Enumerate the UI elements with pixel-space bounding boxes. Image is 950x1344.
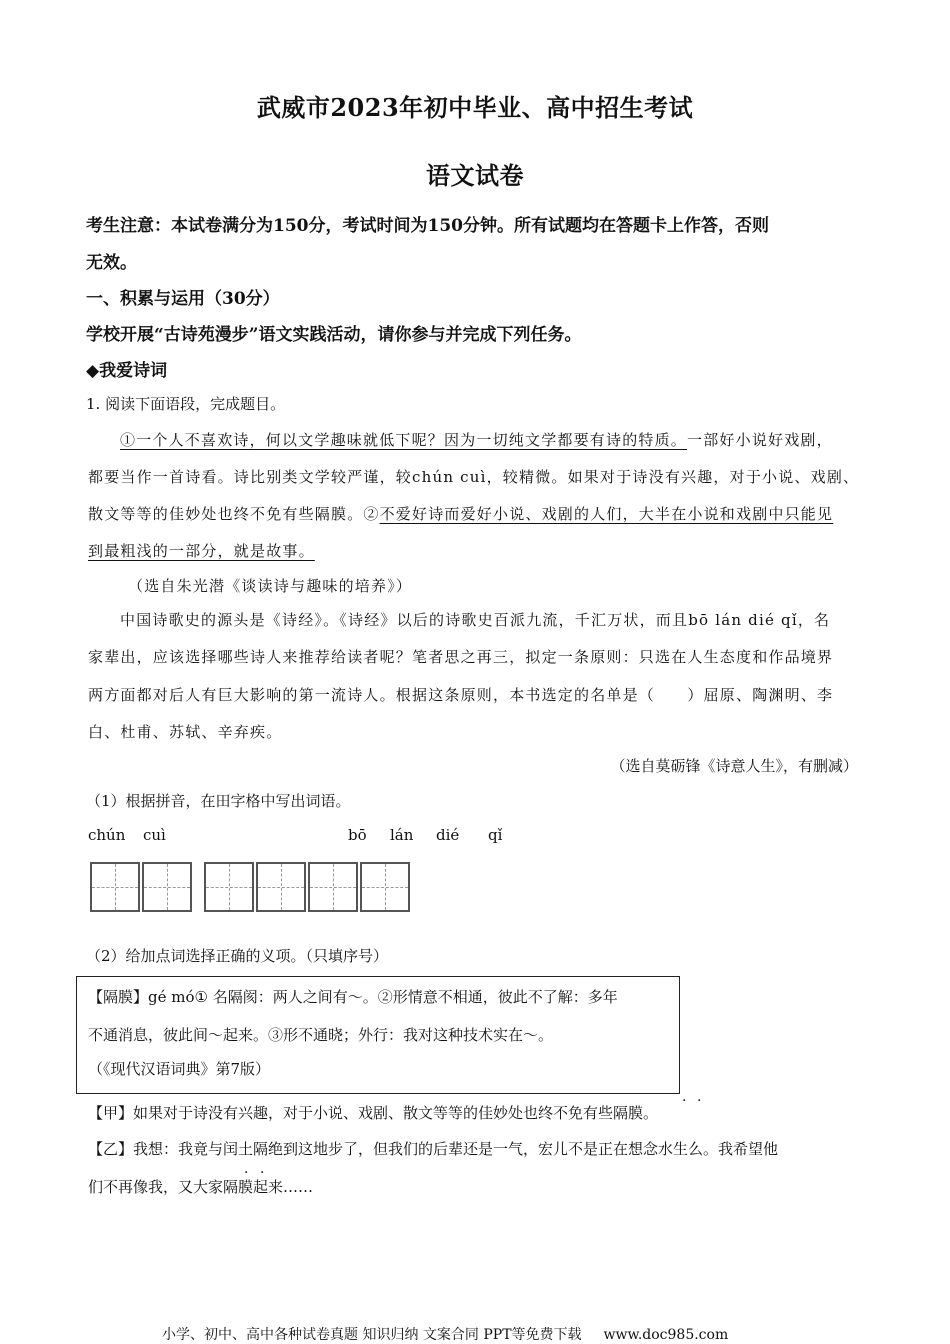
- dictionary-line2: 不通消息，彼此间～起来。③形不通晓；外行：我对这种技术实在～。: [88, 1026, 554, 1044]
- subquestion-2-prompt: （2）给加点词选择正确的义项。（只填序号）: [86, 947, 389, 965]
- passage2-line3: 两方面都对后人有巨大影响的第一流诗人。根据这条原则，本书选定的名单是（ ）屈原、陶渊明、李: [88, 686, 834, 704]
- emphasis-dot: .: [244, 1161, 249, 1177]
- footer-url[interactable]: www.doc985.com: [603, 1327, 729, 1343]
- passage2-line4: 白、杜甫、苏轼、辛弃疾。: [88, 723, 283, 741]
- passage2-line2: 家辈出，应该选择哪些诗人来推荐给读者呢？笔者思之再三，拟定一条原则：只选在人生态度和作品境界: [88, 648, 834, 666]
- passage1-line2: 都要当作一首诗看。诗比别类文学较严谨，较chún cuì，较精微。如果对于诗没有兴趣，对于小说、戏剧、: [88, 468, 860, 486]
- pinyin-die: dié: [436, 826, 460, 844]
- question-1-prompt: 1. 阅读下面语段，完成题目。: [86, 395, 286, 413]
- example-jia: 【甲】如果对于诗没有兴趣，对于小说、戏剧、散文等等的佳妙处也终不免有些隔膜。: [88, 1104, 659, 1122]
- page-subtitle: 语文试卷: [426, 161, 524, 190]
- example-yi-line1: 【乙】我想：我竟与闰土隔绝到这地步了，但我们的后辈还是一气，宏儿不是正在想念水生么。我希望他: [88, 1140, 779, 1158]
- grid-cell[interactable]: [204, 862, 254, 912]
- emphasis-dot: .: [682, 1089, 687, 1105]
- grid-cell[interactable]: [308, 862, 358, 912]
- exam-notice-line2: 无效。: [86, 253, 137, 273]
- passage1-line1-rest: 一部好小说好戏剧，: [687, 431, 833, 449]
- subquestion-1-prompt: （1）根据拼音，在田字格中写出词语。: [86, 792, 351, 810]
- emphasis-dot: .: [260, 1161, 265, 1177]
- passage1-line1: [120, 429, 833, 450]
- page-title: 武威市2023年初中毕业、高中招生考试: [256, 93, 694, 122]
- passage1-line4: 到最粗浅的一部分，就是故事。: [88, 542, 315, 560]
- pinyin-lan: lán: [390, 826, 414, 844]
- section-heading: 一、积累与运用（30分）: [86, 289, 280, 309]
- passage1-line3-start: 散文等等的佳妙处也终不免有些隔膜。②: [88, 505, 380, 523]
- section-intro: 学校开展“古诗苑漫步”语文实践活动，请你参与并完成下列任务。: [86, 325, 582, 345]
- pinyin-chun: chún: [88, 826, 126, 844]
- footer-text: [162, 1324, 728, 1344]
- passage1-underlined-sentence-2: 不爱好诗而爱好小说、戏剧的人们，大半在小说和戏剧中只能见: [379, 505, 834, 523]
- passage2-source: （选自莫砺锋《诗意人生》，有删减）: [610, 757, 858, 775]
- passage2-line1: 中国诗歌史的源头是《诗经》。《诗经》以后的诗歌史百派九流，千汇万状，而且bō lán dié qǐ，名: [120, 611, 831, 629]
- passage1-line3: [88, 503, 833, 524]
- dictionary-source: （《现代汉语词典》第7版）: [88, 1060, 271, 1078]
- grid-cell[interactable]: [360, 862, 410, 912]
- exam-notice-line1: 考生注意：本试卷满分为150分，考试时间为150分钟。所有试题均在答题卡上作答，否则: [86, 216, 769, 236]
- dictionary-line1: 【隔膜】gé mó① 名隔阂：两人之间有～。②形情意不相通，彼此不了解：多年: [88, 988, 618, 1006]
- section-subheading: ◆我爱诗词: [86, 361, 168, 381]
- answer-grid-chuncui[interactable]: [90, 862, 194, 912]
- grid-cell[interactable]: [256, 862, 306, 912]
- grid-cell[interactable]: [142, 862, 192, 912]
- pinyin-qi: qǐ: [488, 826, 503, 844]
- emphasis-dot: .: [697, 1089, 702, 1105]
- passage1-underlined-sentence-1: ①一个人不喜欢诗，何以文学趣味就低下呢？因为一切纯文学都要有诗的特质。: [120, 431, 688, 449]
- grid-cell[interactable]: [90, 862, 140, 912]
- example-yi-line2: 们不再像我，又大家隔膜起来……: [88, 1178, 314, 1196]
- answer-grid-bolandieqi[interactable]: [204, 862, 410, 912]
- pinyin-bo: bō: [348, 826, 367, 844]
- footer-description: 小学、初中、高中各种试卷真题 知识归纳 文案合同 PPT等免费下载: [162, 1327, 582, 1343]
- pinyin-cui: cuì: [143, 826, 166, 844]
- passage1-source: （选自朱光潜《谈读诗与趣味的培养》）: [128, 577, 413, 595]
